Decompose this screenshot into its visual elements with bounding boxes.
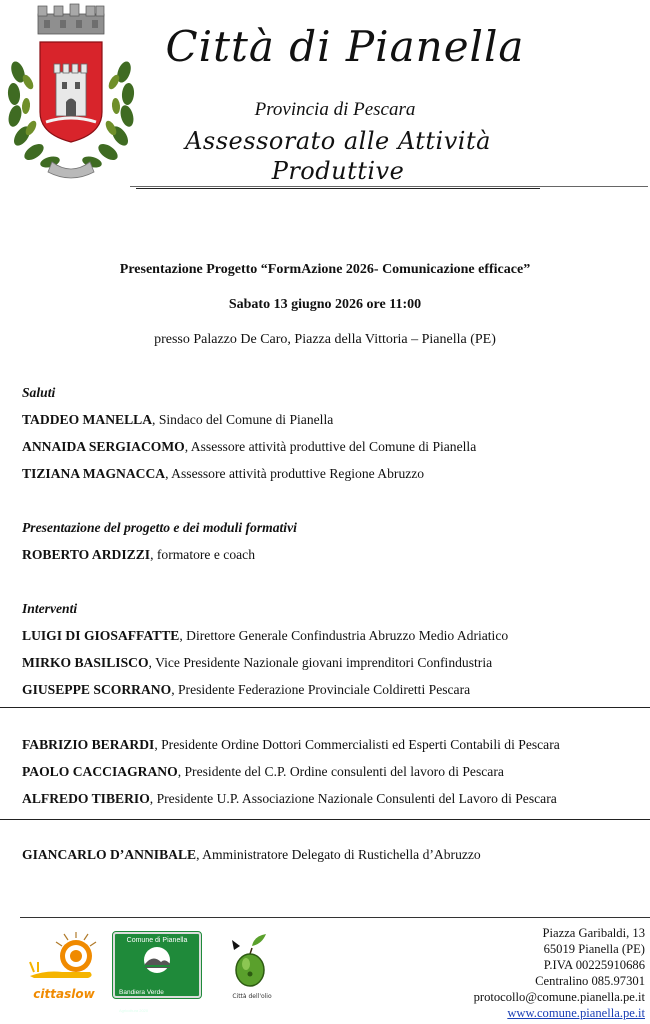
contact-address <box>474 925 645 1021</box>
header-divider <box>130 186 648 187</box>
address-phone: Centralino 085.97301 <box>535 974 645 988</box>
coat-of-arms-emblem <box>4 2 138 184</box>
speaker-role: , Assessore attività produttive del Comune di Pianella <box>184 439 477 454</box>
town-title: Città di Pianella <box>165 22 525 71</box>
footer-divider <box>20 917 650 918</box>
speaker-role: , Presidente Federazione Provinciale Coldiretti Pescara <box>171 682 471 697</box>
website-link[interactable]: www.comune.pianella.pe.it <box>507 1006 645 1020</box>
speaker-line <box>22 411 333 429</box>
speaker-name: GIANCARLO D’ANNIBALE <box>22 847 197 862</box>
olive-icon <box>222 932 282 988</box>
bandiera-small-label: Agricoltura 2020 <box>119 1008 149 1013</box>
speaker-name: TIZIANA MAGNACCA <box>22 466 166 481</box>
speaker-role: , Vice Presidente Nazionale giovani imprenditori Confindustria <box>148 655 493 670</box>
section-heading-presentazione: Presentazione del progetto e dei moduli formativi <box>22 520 297 535</box>
speaker-line <box>22 465 424 483</box>
speaker-role: , Presidente del C.P. Ordine consulenti del lavoro di Pescara <box>177 764 504 779</box>
speaker-name: TADDEO MANELLA <box>22 412 153 427</box>
speaker-name: ROBERTO ARDIZZI <box>22 547 151 562</box>
address-city: 65019 Pianella (PE) <box>543 942 645 956</box>
event-title: Presentazione Progetto “FormAzione 2026- Comunicazione efficace” <box>119 262 531 277</box>
speaker-line <box>22 736 560 754</box>
bandiera-verde-logo <box>113 932 201 1013</box>
speaker-name: FABRIZIO BERARDI <box>22 737 155 752</box>
cittaslow-label: cittaslow <box>33 987 95 1001</box>
section-heading-saluti: Saluti <box>22 385 56 400</box>
hills-icon <box>115 944 199 976</box>
event-date: Sabato 13 giugno 2026 ore 11:00 <box>228 297 422 312</box>
speaker-role: , Presidente Ordine Dottori Commercialisti ed Esperti Contabili di Pescara <box>154 737 560 752</box>
address-email[interactable]: protocollo@comune.pianella.pe.it <box>473 990 645 1004</box>
speaker-name: ANNAIDA SERGIACOMO <box>22 439 185 454</box>
province-subtitle: Provincia di Pescara <box>254 99 416 120</box>
speaker-name: MIRKO BASILISCO <box>22 655 149 670</box>
speaker-role: , Assessore attività produttive Regione Abruzzo <box>165 466 425 481</box>
speaker-role: , Amministratore Delegato di Rustichella d’Abruzzo <box>196 847 481 862</box>
speaker-role: , Sindaco del Comune di Pianella <box>152 412 334 427</box>
speaker-line <box>22 846 481 864</box>
snail-icon <box>26 932 102 982</box>
speaker-line <box>22 546 255 564</box>
speaker-role: , Presidente U.P. Associazione Nazionale Consulenti del Lavoro di Pescara <box>149 791 557 806</box>
department-title: Assessorato alle Attività Produttive <box>136 126 540 189</box>
address-vat: P.IVA 00225910686 <box>543 958 645 972</box>
cittaslow-logo <box>26 932 102 1001</box>
speaker-name: PAOLO CACCIAGRANO <box>22 764 178 779</box>
olio-label: Città dell'olio <box>232 993 272 1000</box>
speaker-line <box>22 790 557 808</box>
section-heading-interventi: Interventi <box>22 601 78 616</box>
speaker-name: LUIGI DI GIOSAFFATTE <box>22 628 180 643</box>
speaker-role: , formatore e coach <box>150 547 255 562</box>
speaker-line <box>22 438 476 456</box>
speaker-role: , Direttore Generale Confindustria Abruzzo Medio Adriatico <box>179 628 509 643</box>
speaker-name: ALFREDO TIBERIO <box>22 791 150 806</box>
speaker-line <box>22 654 492 672</box>
citta-dell-olio-logo <box>222 932 282 998</box>
speaker-line <box>22 681 470 699</box>
speaker-line <box>22 763 504 781</box>
section-divider <box>0 707 650 708</box>
event-place: presso Palazzo De Caro, Piazza della Vittoria – Pianella (PE) <box>154 332 496 347</box>
bandiera-bottom-label: Bandiera Verde <box>119 989 164 996</box>
speaker-name: GIUSEPPE SCORRANO <box>22 682 172 697</box>
address-street: Piazza Garibaldi, 13 <box>542 926 645 940</box>
section-divider <box>0 819 650 820</box>
speaker-line <box>22 627 508 645</box>
bandiera-top-label: Comune di Pianella <box>126 937 188 944</box>
